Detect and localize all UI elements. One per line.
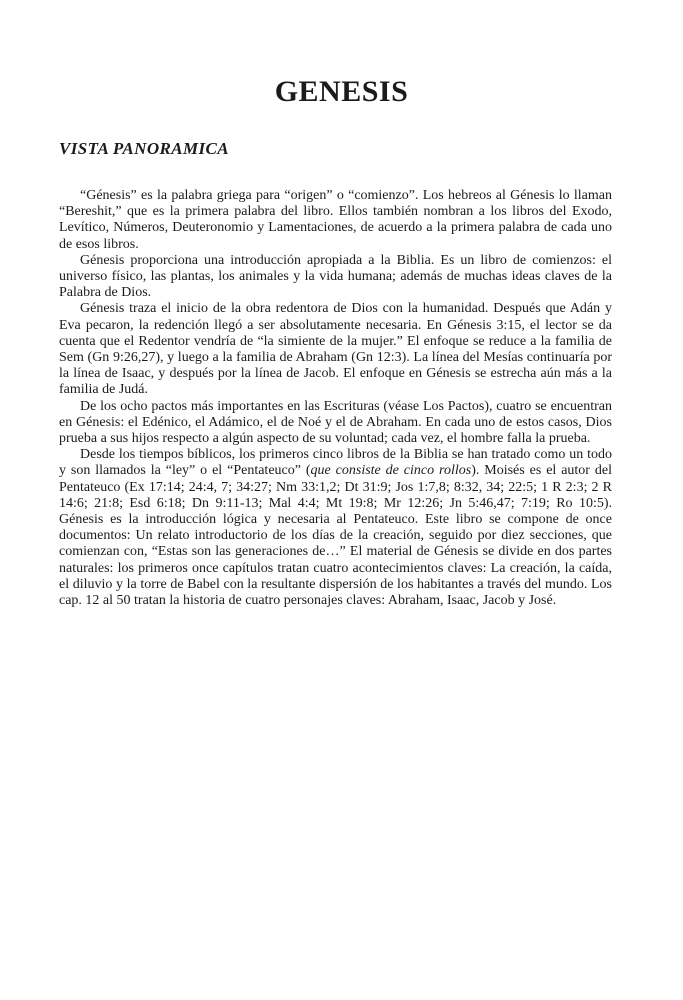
text-run: De los ocho pactos más importantes en las Escrituras (véase Los Pactos), cuatro se encuentran en Génesis: el Edénico, el Adámico, el de Noé y el de Abraham. En cada uno de estos casos, Dios prueba a sus hijos respecto a algún aspecto de su voluntad; cada vez, el hombre falla la prueba.	[59, 398, 612, 447]
paragraph-3	[59, 301, 612, 398]
text-run: ). Moisés es el autor del Pentateuco (Ex 17:14; 24:4, 7; 34:27; Nm 33:1,2; Dt 31:9; Jos 1:7,8; 8:32, 34; 22:5; 1 R 2:3; 2 R 14:6; 21:8; Esd 6:18; Dn 9:11-13; Mal 4:4; Mt 19:8; Mr 12:26; Jn 5:46,47; 7:19; Ro 10:5). Génesis es la introducción lógica y necesaria al Pentateuco. Este libro se compone de once documentos: Un relato introductorio de los días de la creación, seguido por diez secciones, que comienzan con, “Estas son las generaciones de…” El material de Génesis se divide en dos partes naturales: los primeros once capítulos tratan cuatro acontecimientos claves: La creación, la caída, el diluvio y la torre de Babel con la resultante dispersión de los habitantes a través del mundo. Los cap. 12 al 50 tratan la historia de cuatro personajes claves: Abraham, Isaac, Jacob y José.	[59, 463, 612, 609]
paragraph-1	[59, 188, 612, 253]
text-run: Génesis proporciona una introducción apropiada a la Biblia. Es un libro de comienzos: el universo físico, las plantas, los animales y la vida humana; además de muchas ideas claves de la Palabra de Dios.	[59, 252, 612, 301]
text-run: Génesis traza el inicio de la obra redentora de Dios con la humanidad. Después que Adán y Eva pecaron, la redención llegó a ser absolutamente necesaria. En Génesis 3:15, el lector se da cuenta que el Redentor vendría de “la simiente de la mujer.” El enfoque se reduce a la familia de Sem (Gn 9:26,27), y luego a la familia de Abraham (Gn 12:3). La línea del Mesías continuaría por la línea de Isaac, y después por la línea de Jacob. El enfoque en Génesis se estrecha aún más a la familia de Judá.	[59, 301, 612, 398]
italic-run: que consiste de cinco rollos	[310, 463, 472, 479]
paragraph-5	[59, 447, 612, 609]
text-run: Desde los tiempos bíblicos, los primeros cinco libros de la Biblia se han tratado como un todo y son llamados la “ley” o el “Pentateuco” (	[59, 447, 612, 479]
paragraph-2	[59, 253, 612, 302]
body-text	[59, 157, 612, 609]
page-content	[59, 107, 612, 609]
section-heading: VISTA PANORAMICA	[59, 139, 230, 158]
text-run: “Génesis” es la palabra griega para “origen” o “comienzo”. Los hebreos al Génesis lo llaman “Bereshit,” que es la primera palabra del libro. Ellos también nombran a los libros del Exodo, Levítico, Números, Deuteronomio y Lamentaciones, de acuerdo a la primera palabra de cada uno de esos libros.	[59, 188, 612, 252]
paragraph-4	[59, 399, 612, 448]
page-title: GENESIS	[274, 75, 409, 108]
